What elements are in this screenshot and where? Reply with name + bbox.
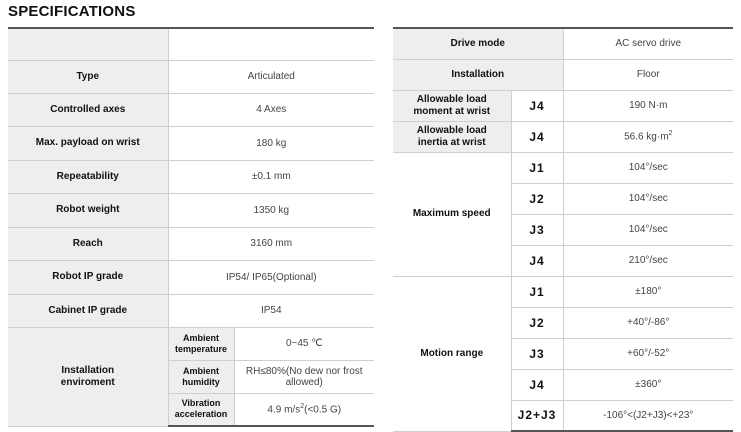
spec-value: IP54/ IP65(Optional) [168, 260, 374, 294]
spec-value: 104°/sec [563, 183, 733, 214]
value-part: 56.6 kg·m [624, 131, 669, 143]
env-label-line1: Installation [61, 364, 115, 376]
spec-label: Reach [8, 227, 168, 260]
specs-table-right [393, 27, 733, 432]
spec-label-environment [8, 327, 168, 426]
spec-value: ±180° [563, 276, 733, 307]
env-label-line2: enviroment [60, 376, 115, 388]
spec-value-inertia [563, 121, 733, 152]
page-title: SPECIFICATIONS [8, 3, 136, 20]
joint-label: J3 [511, 338, 563, 369]
header-row [8, 28, 374, 60]
spec-value: +40°/-86° [563, 307, 733, 338]
spec-label: Robot IP grade [8, 260, 168, 294]
spec-label: Repeatability [8, 160, 168, 193]
spec-row-repeatability [8, 160, 374, 193]
header-blank-label [8, 28, 168, 60]
sub-label-line2: humidity [182, 376, 220, 387]
spec-value: Articulated [168, 60, 374, 93]
sub-label-temperature [168, 327, 234, 360]
spec-label-inertia [393, 121, 511, 152]
joint-label: J4 [511, 90, 563, 121]
label-line2: inertia at wrist [417, 136, 486, 148]
spec-row-type [8, 60, 374, 93]
spec-value: Floor [563, 59, 733, 90]
spec-value: RH≤80%(No dew nor frost allowed) [234, 360, 374, 393]
spec-row-drive [393, 28, 733, 59]
spec-row-temperature [8, 327, 374, 360]
spec-value: ±360° [563, 369, 733, 400]
spec-row-reach [8, 227, 374, 260]
spec-label-motion-range: Motion range [393, 276, 511, 431]
value-part: 4.9 m/s [267, 404, 301, 416]
spec-value: 3160 mm [168, 227, 374, 260]
joint-label: J3 [511, 214, 563, 245]
joint-label: J4 [511, 121, 563, 152]
spec-row-weight [8, 193, 374, 227]
header-blank-value [168, 28, 374, 60]
spec-label-max-speed: Maximum speed [393, 152, 511, 276]
spec-value: 104°/sec [563, 214, 733, 245]
joint-label: J4 [511, 245, 563, 276]
spec-row-installation [393, 59, 733, 90]
spec-row-ip [8, 260, 374, 294]
spec-label: Controlled axes [8, 93, 168, 126]
spec-row-payload [8, 126, 374, 160]
range-row-j1 [393, 276, 733, 307]
value-part: (<0.5 G) [304, 404, 342, 416]
joint-label: J2 [511, 307, 563, 338]
sub-label-line1: Ambient [183, 365, 219, 376]
spec-label: Max. payload on wrist [8, 126, 168, 160]
spec-row-inertia [393, 121, 733, 152]
spec-label: Drive mode [393, 28, 563, 59]
sub-label-humidity [168, 360, 234, 393]
spec-value: ±0.1 mm [168, 160, 374, 193]
label-line2: moment at wrist [413, 105, 491, 117]
spec-value: 190 N·m [563, 90, 733, 121]
label-line1: Allowable load [416, 93, 487, 105]
spec-label-moment [393, 90, 511, 121]
spec-value: AC servo drive [563, 28, 733, 59]
spec-label: Installation [393, 59, 563, 90]
spec-row-moment [393, 90, 733, 121]
specs-table-left [8, 27, 374, 427]
value-superscript: 2 [300, 403, 305, 411]
spec-value: 1350 kg [168, 193, 374, 227]
sub-label-vibration [168, 393, 234, 426]
label-line1: Allowable load [416, 124, 487, 136]
spec-label: Cabinet IP grade [8, 294, 168, 327]
spec-value-vibration [234, 393, 374, 426]
sub-label-line1: Ambient [183, 332, 219, 343]
spec-value: 104°/sec [563, 152, 733, 183]
speed-row-j1 [393, 152, 733, 183]
sub-label-line2: temperature [174, 343, 228, 354]
spec-value: 4 Axes [168, 93, 374, 126]
spec-value: +60°/-52° [563, 338, 733, 369]
spec-value: 210°/sec [563, 245, 733, 276]
spec-value: -106°<(J2+J3)<+23° [563, 400, 733, 431]
joint-label: J2+J3 [511, 400, 563, 431]
spec-value: IP54 [168, 294, 374, 327]
spec-value: 0~45 ℃ [234, 327, 374, 360]
value-superscript: 2 [668, 130, 673, 138]
sub-label-line1: Vibration [181, 398, 221, 409]
joint-label: J1 [511, 276, 563, 307]
joint-label: J4 [511, 369, 563, 400]
sub-label-line2: acceleration [174, 409, 228, 420]
spec-label: Type [8, 60, 168, 93]
joint-label: J1 [511, 152, 563, 183]
spec-label: Robot weight [8, 193, 168, 227]
spec-row-cabinet [8, 294, 374, 327]
spec-row-axes [8, 93, 374, 126]
joint-label: J2 [511, 183, 563, 214]
spec-value: 180 kg [168, 126, 374, 160]
